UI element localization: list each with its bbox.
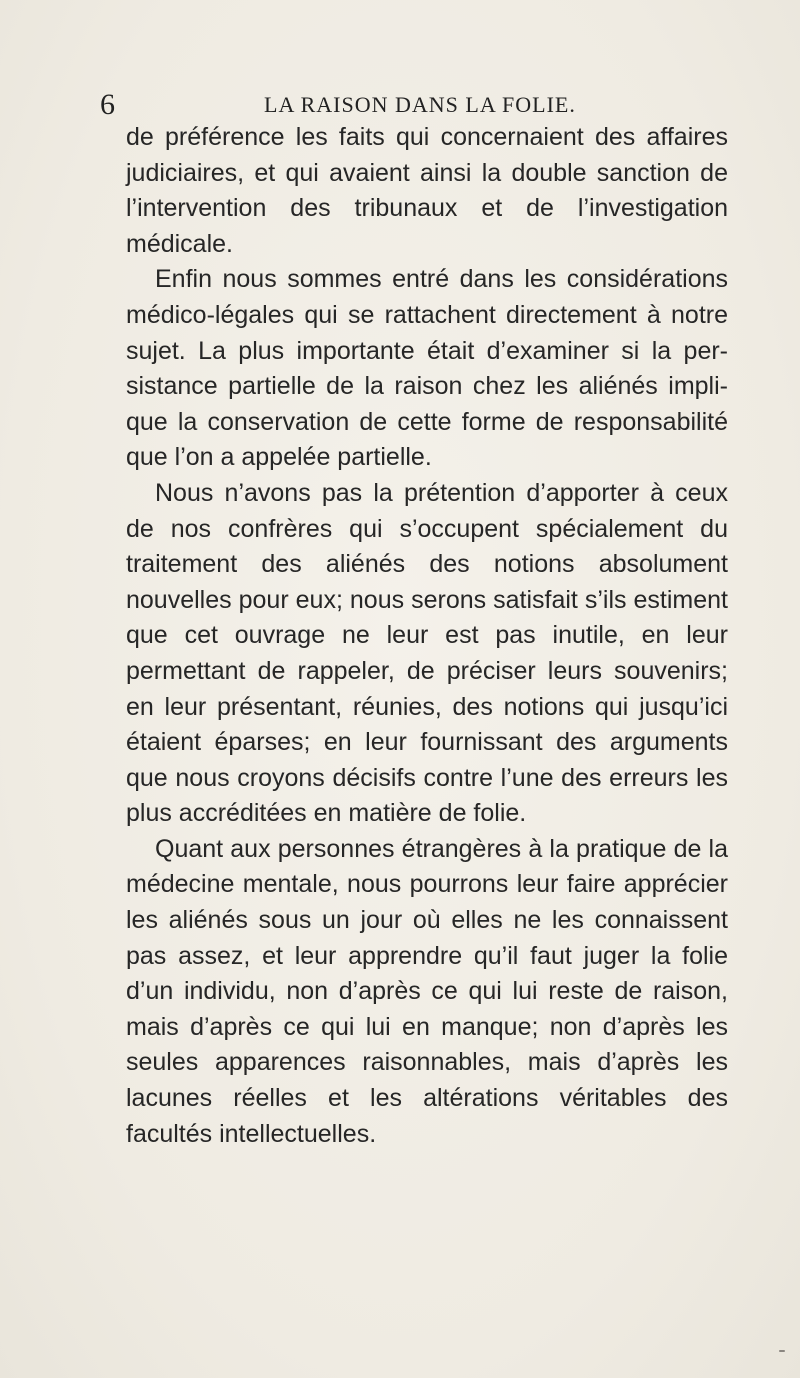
paragraph: Quant aux personnes étrangères à la pratique de la médecine mentale, nous pourrons leur faire apprécier les aliénés sous un jour où elles ne les connaissent pas assez, et leur apprendre qu’il faut juger la folie d’un individu, non d’après ce qui lui reste de raison, mais d’après ce qui lui en manque; non d’après les seules apparences raisonnables, mais d’après les lacunes réelles et les altérations véritables des facultés intellectuelles. [126,834,728,1148]
body-text [126,120,728,1152]
running-title: LA RAISON DANS LA FOLIE. [264,92,576,117]
print-speck [779,1350,785,1352]
page-header [100,84,690,121]
paragraph: Nous n’avons pas la prétention d’apporter à ceux de nos confrères qui s’occupent spécialement du traitement des aliénés des notions absolument nouvelles pour eux; nous serons satisfait s’ils estiment que cet ouvrage ne leur est pas inutile, en leur permettant de rappeler, de préciser leurs souvenirs; en leur présentant, réunies, des notions qui jusqu’ici étaient éparses; en leur fournissant des arguments que nous croyons décisifs contre l’une des erreurs les plus accréditées en matière de folie. [126,478,728,828]
paragraph: Enfin nous sommes entré dans les considérations médico-légales qui se rattachent directement à notre sujet. La plus importante était d’examiner si la persistance partielle de la raison chez les aliénés implique la conservation de cette forme de responsabilité que l’on a appelée partielle. [126,265,728,472]
page-number: 6 [100,88,116,121]
paragraph-continuation: de préférence les faits qui concernaient des affaires judiciaires, et qui avaient ainsi la double sanction de l’intervention des tribunaux et de l’investigation médicale. [126,123,728,258]
